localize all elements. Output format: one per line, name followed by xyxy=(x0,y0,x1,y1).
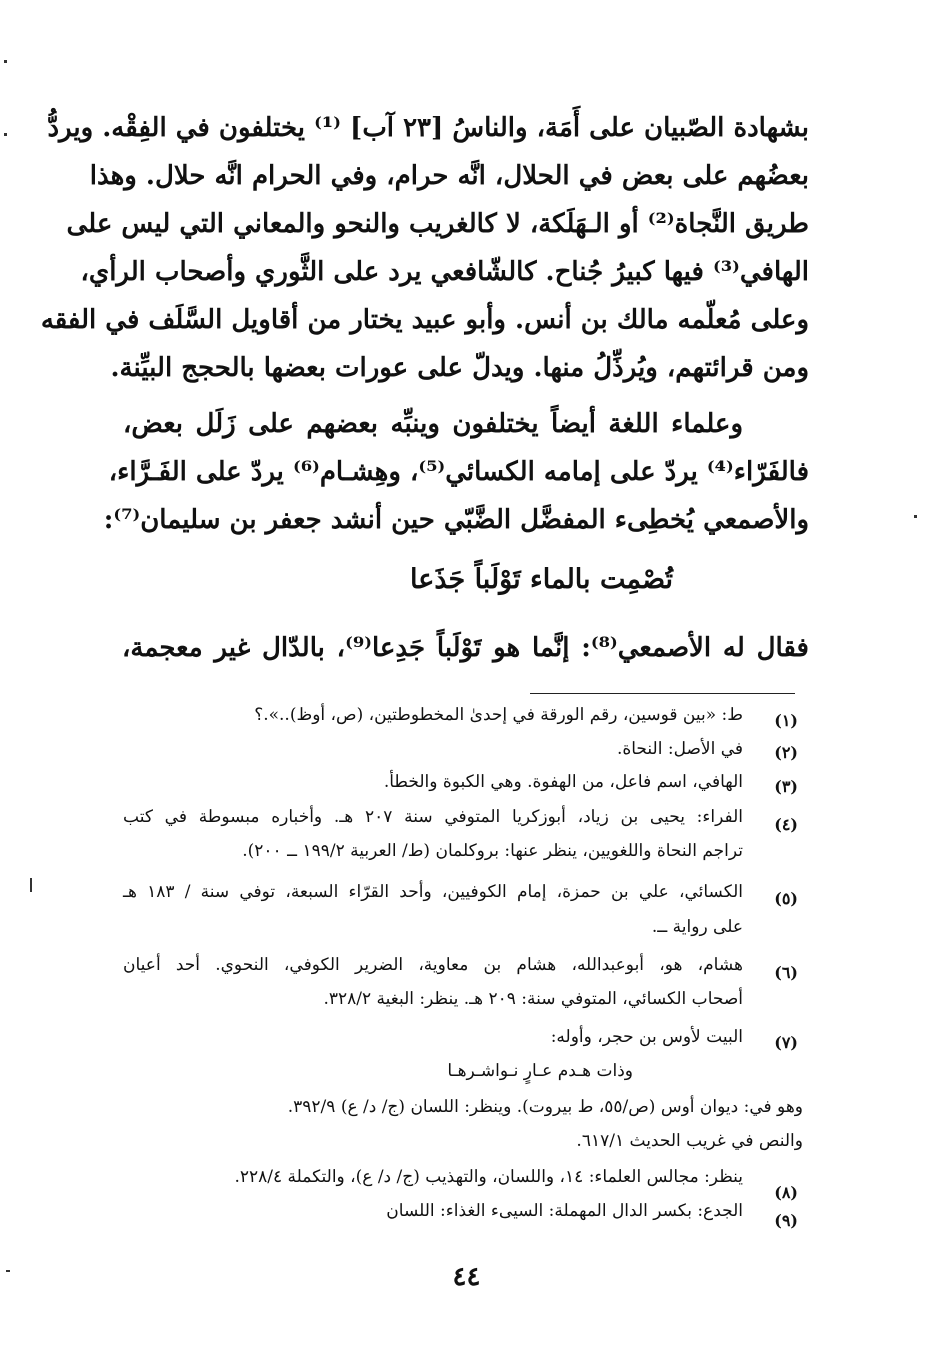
footnote-1-line-1: ط: «بين قوسين، رقم الورقة في إحدىٰ المخطوطتين، (ص، أوظ)..».؟ xyxy=(254,705,743,725)
footnote-4-line-2: تراجم النحاة واللغويين، ينظر عنها: بروكلمان (ط/ العربية ١٩٩/٢ ــ ٢٠٠). xyxy=(242,841,743,861)
footnote-7-verse: وذات هـدم عـارٍ نـواشـرهـا xyxy=(447,1061,633,1081)
footnote-3-line-1: الهافي، اسم فاعل، من الهفوة. وهي الكبوة والخطأ. xyxy=(383,772,743,792)
footnote-7-extra-2: والنص في غريب الحديث ٦١٧/١. xyxy=(576,1131,803,1151)
body-line-8: فالفَرّاء⁽⁴⁾ يردّ على إمامه الكسائي⁽⁵⁾، وهِشـام⁽⁶⁾ يردّ على الفَـرَّاء، xyxy=(108,457,809,487)
body-line-6: ومن قرائتهم، ويُرذِّلُ منها. ويدلّ على عورات بعضها بالحجج البيِّنة. xyxy=(110,353,809,383)
body-line-7: وعلماء اللغة أيضاً يختلفون وينبِّه بعضهم على زَلَل بعض، xyxy=(123,409,743,439)
footnote-separator xyxy=(530,693,795,694)
footnote-2-line-1: في الأصل: النحاة. xyxy=(616,739,743,759)
scan-speck xyxy=(4,60,7,63)
footnote-7-line-1: البيت لأوس بن حجر، وأوله: xyxy=(550,1027,743,1047)
footnote-9-line-1: الجدع: بكسر الدال المهملة: السيىء الغذاء: اللسان xyxy=(386,1201,743,1221)
body-line-4: الهافي⁽³⁾ فيها كبيرُ جُناح. كالشّافعي يرد على الثَّوري وأصحاب الرأي، xyxy=(80,257,809,287)
scan-speck xyxy=(30,878,32,892)
body-line-2: بعضُهم على بعض في الحلال، انَّه حرام، وفي الحرام انَّه حلال. وهذا xyxy=(89,161,809,191)
footnote-number-5: (٥) xyxy=(774,889,798,908)
quoted-verse: تُصْمِت بالماء تَوْلَباً جَذَعا xyxy=(409,564,673,595)
footnote-6-line-1: هشام، هو، أبوعبدالله، هشام بن معاوية، الضرير الكوفي، النحوي. أحد أعيان xyxy=(123,955,743,975)
footnote-6-line-2: أصحاب الكسائي، المتوفي سنة: ٢٠٩ هـ. ينظر: البغية ٣٢٨/٢. xyxy=(323,989,743,1009)
footnote-number-9: (٩) xyxy=(774,1211,798,1230)
body-line-5: وعلى مُعلّمه مالك بن أنس. وأبو عبيد يختار من أقاويل السَّلَف في الفقه xyxy=(40,305,809,335)
scan-speck xyxy=(6,1270,10,1272)
page-number: ٤٤ xyxy=(452,1262,481,1292)
body-line-3: طريق النَّجاة⁽²⁾ أو الـهَلَكة، لا كالغريب والنحو والمعاني التي ليس على xyxy=(66,209,809,239)
scan-speck xyxy=(4,133,7,136)
closing-line: فقال له الأصمعي⁽⁸⁾: إنَّما هو تَوْلَباً جَدِعا⁽⁹⁾، بالدّال غير معجمة، xyxy=(122,633,809,663)
footnote-number-1: (١) xyxy=(774,711,798,730)
footnote-5-line-2: على رواية ــ. xyxy=(651,917,743,937)
footnote-number-8: (٨) xyxy=(774,1183,798,1202)
footnote-number-3: (٣) xyxy=(774,777,798,796)
body-line-1: بشهادة الصّبيان على أَمَة، والناسُ [٢٣ آب] ⁽¹⁾ يختلفون في الفِقْه. ويردُّ xyxy=(47,113,809,143)
footnote-5-line-1: الكسائي، علي بن حمزة، إمام الكوفيين، وأحد القرّاء السبعة، توفي سنة / ١٨٣ هـ xyxy=(123,882,743,902)
footnote-number-2: (٢) xyxy=(774,743,798,762)
footnote-8-line-1: ينظر: مجالس العلماء: ١٤، واللسان، والتهذيب (ج/ د/ ع)، والتكملة ٢٢٨/٤. xyxy=(234,1167,743,1187)
footnote-number-6: (٦) xyxy=(774,963,798,982)
body-line-9: والأصمعي يُخطِىء المفضَّل الضَّبّي حين أنشد جعفر بن سليمان⁽⁷⁾: xyxy=(103,505,809,535)
scan-speck xyxy=(914,515,917,518)
footnote-number-4: (٤) xyxy=(774,815,798,834)
footnote-4-line-1: الفراء: يحيى بن زياد، أبوزكريا المتوفي سنة ٢٠٧ هـ. وأخباره مبسوطة في كتب xyxy=(123,807,744,827)
footnote-7-extra-1: وهو في: ديوان أوس (ص/٥٥، ط بيروت). وينظر: اللسان (ج/ د/ ع) ٣٩٢/٩. xyxy=(287,1097,803,1117)
footnote-number-7: (٧) xyxy=(774,1033,798,1052)
